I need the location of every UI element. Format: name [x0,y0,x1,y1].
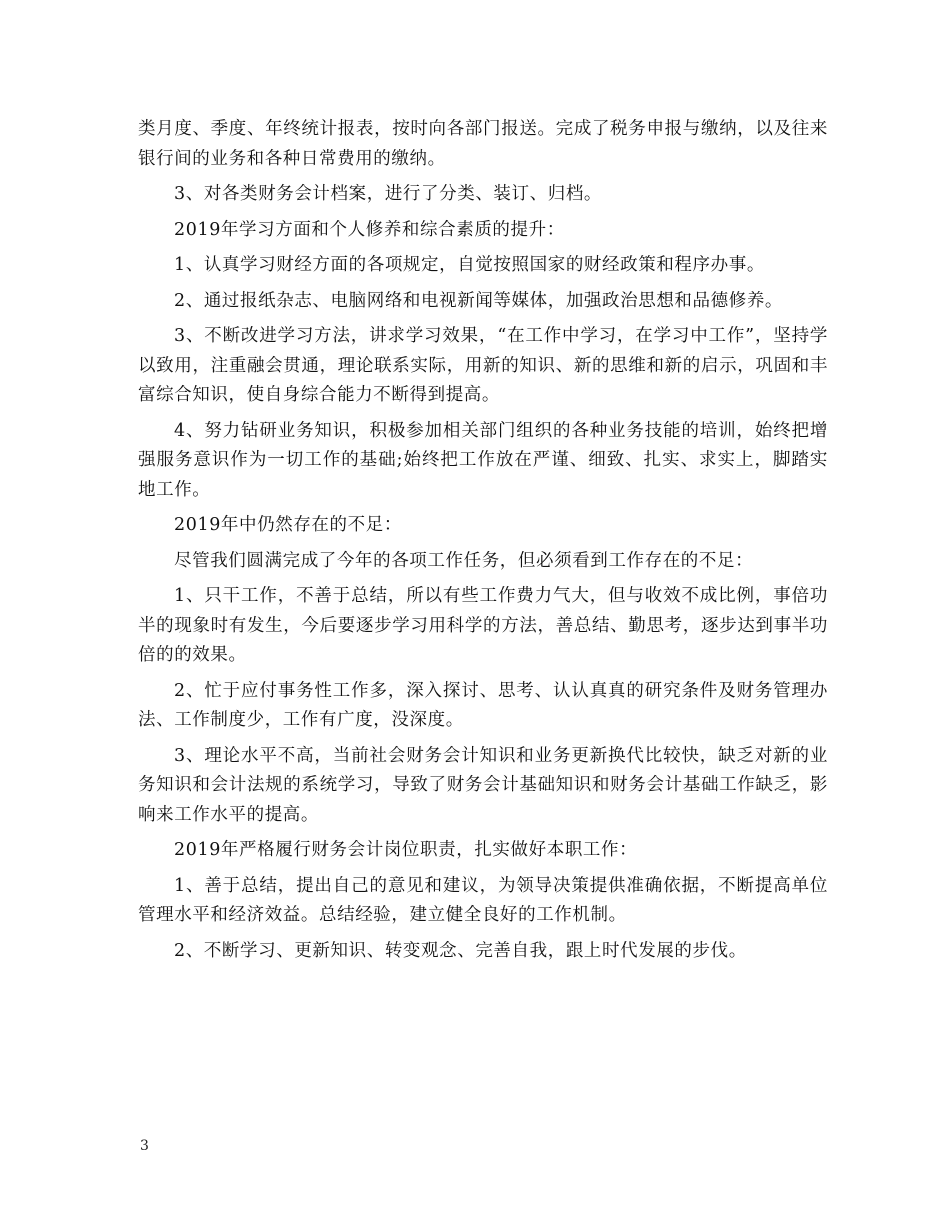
document-body [138,115,828,966]
paragraph: 2、忙于应付事务性工作多，深入探讨、思考、认认真真的研究条件及财务管理办法、工作制度少，工作有广度，没深度。 [138,680,828,730]
page-number: 3 [140,1138,149,1154]
paragraph: 1、只干工作，不善于总结，所以有些工作费力气大，但与收效不成比例，事倍功半的现象时有发生，今后要逐步学习用科学的方法，善总结、勤思考，逐步达到事半功倍的的效果。 [138,586,828,665]
paragraph: 3、理论水平不高，当前社会财务会计知识和业务更新换代比较快，缺乏对新的业务知识和会计法规的系统学习，导致了财务会计基础知识和财务会计基础工作缺乏，影响来工作水平的提高。 [138,745,828,825]
paragraph: 3、不断改进学习方法，讲求学习效果，“在工作中学习，在学习中工作”，坚持学以致用，注重融会贯通，理论联系实际，用新的知识、新的思维和新的启示，巩固和丰富综合知识，使自身综合能力不断得到提高。 [138,326,828,405]
paragraph: 1、认真学习财经方面的各项规定，自觉按照国家的财经政策和程序办事。 [174,255,765,275]
paragraph: 尽管我们圆满完成了今年的各项工作任务，但必须看到工作存在的不足： [174,550,754,571]
paragraph: 类月度、季度、年终统计报表，按时向各部门报送。完成了税务申报与缴纳，以及往来银行间的业务和各种日常费用的缴纳。 [138,119,828,169]
paragraph: 2、通过报纸杂志、电脑网络和电视新闻等媒体，加强政治思想和品德修养。 [174,290,784,311]
section-heading: 2019年中仍然存在的不足： [174,515,402,535]
paragraph: 4、努力钻研业务知识，积极参加相关部门组织的各种业务技能的培训，始终把增强服务意识作为一切工作的基础;始终把工作放在严谨、细致、扎实、求实上，脚踏实地工作。 [138,420,828,500]
paragraph: 3、对各类财务会计档案，进行了分类、装订、归档。 [174,184,603,204]
paragraph: 1、善于总结，提出自己的意见和建议，为领导决策提供准确依据，不断提高单位管理水平和经济效益。总结经验，建立健全良好的工作机制。 [138,875,828,925]
section-heading: 2019年学习方面和个人修养和综合素质的提升： [174,219,565,240]
section-heading: 2019年严格履行财务会计岗位职责，扎实做好本职工作： [174,840,638,860]
paragraph: 2、不断学习、更新知识、转变观念、完善自我，跟上时代发展的步伐。 [174,940,747,961]
